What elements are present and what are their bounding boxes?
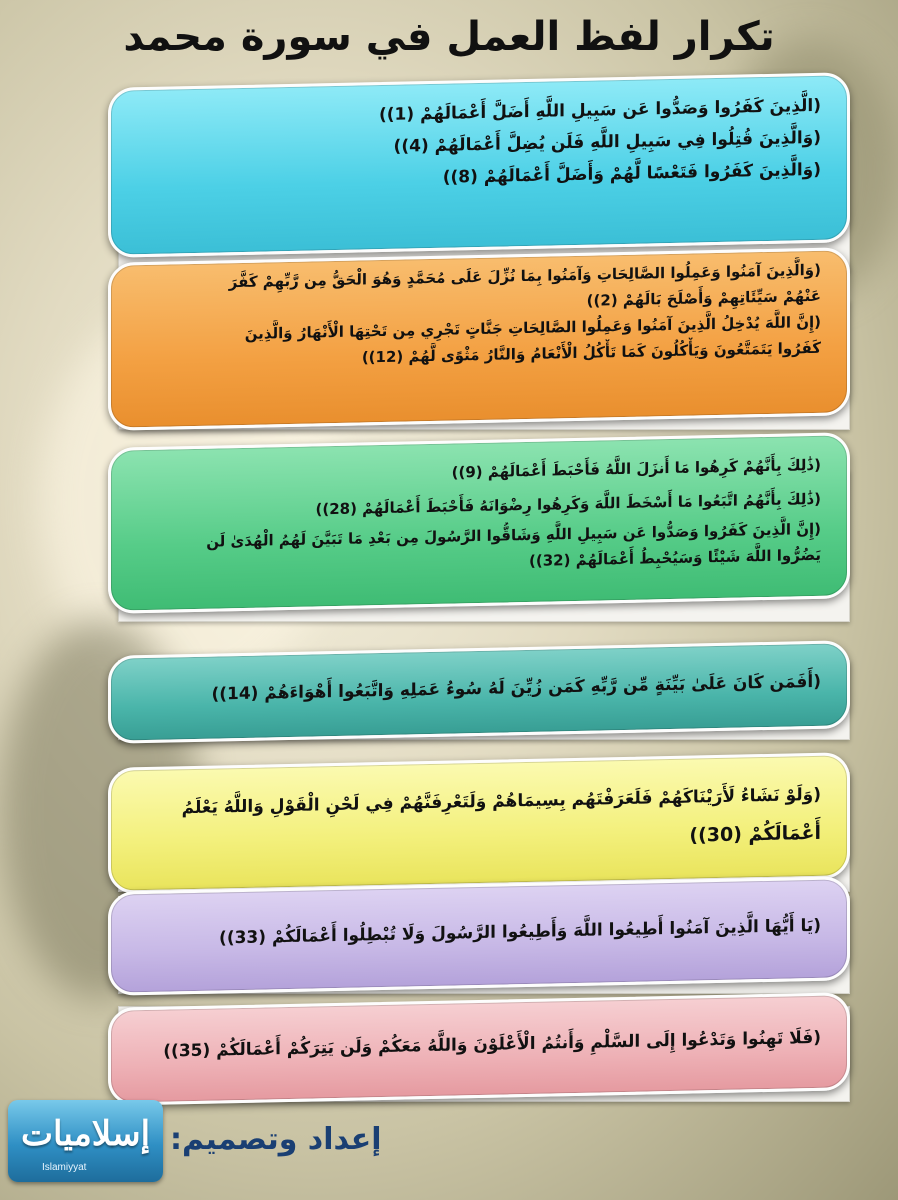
verse-card-body <box>108 640 850 744</box>
logo-arabic-text: إسلاميات <box>20 1114 151 1154</box>
verse-card-body <box>108 876 850 996</box>
verse-line: (الَّذِينَ كَفَرُوا وَصَدُّوا عَن سَبِيلِ اللَّهِ أَضَلَّ أَعْمَالَهُمْ (1)) <box>378 95 821 126</box>
verse-card-body <box>108 752 850 894</box>
verse-line: كَفَرُوا يَتَمَتَّعُونَ وَيَأْكُلُونَ كَمَا تَأْكُلُ الْأَنْعَامُ وَالنَّارُ مَثْوًى لَّهُمْ (12)) <box>361 338 821 367</box>
verse-line: (وَالَّذِينَ قُتِلُوا فِي سَبِيلِ اللَّهِ فَلَن يُضِلَّ أَعْمَالَهُمْ (4)) <box>393 127 821 157</box>
verse-line: (وَلَوْ نَشَاءُ لَأَرَيْنَاكَهُمْ فَلَعَرَفْتَهُم بِسِيمَاهُمْ وَلَتَعْرِفَنَّهُمْ فِي لَحْنِ الْقَوْلِ وَاللَّهُ يَعْلَمُ <box>181 784 821 819</box>
verse-card-body <box>108 247 850 431</box>
verse-line: (ذَٰلِكَ بِأَنَّهُمْ كَرِهُوا مَا أَنزَلَ اللَّهُ فَأَحْبَطَ أَعْمَالَهُمْ (9)) <box>451 455 821 482</box>
verse-line: عَنْهُمْ سَيِّئَاتِهِمْ وَأَصْلَحَ بَالَهُمْ (2)) <box>586 286 821 310</box>
verse-line: يَضُرُّوا اللَّهَ شَيْئًا وَسَيُحْبِطُ أَعْمَالَهُمْ (32)) <box>529 545 821 570</box>
verse-line: (وَالَّذِينَ آمَنُوا وَعَمِلُوا الصَّالِحَاتِ وَآمَنُوا بِمَا نُزِّلَ عَلَى مُحَمَّدٍ وَهُوَ الْحَقُّ مِن رَّبِّهِمْ كَفَّرَ <box>228 260 821 292</box>
page-title: تكرار لفظ العمل في سورة محمد <box>123 14 775 60</box>
verse-line: أَعْمَالَكُمْ (30)) <box>689 821 821 847</box>
verse-line: (إِنَّ الَّذِينَ كَفَرُوا وَصَدُّوا عَن سَبِيلِ اللَّهِ وَشَاقُّوا الرَّسُولَ مِن بَعْدِ مَا تَبَيَّنَ لَهُمُ الْهُدَىٰ لَن <box>206 519 821 551</box>
verse-line: (إِنَّ اللَّهَ يُدْخِلُ الَّذِينَ آمَنُوا وَعَمِلُوا الصَّالِحَاتِ جَنَّاتٍ تَجْرِي مِن تَحْتِهَا الْأَنْهَارُ وَالَّذِينَ <box>244 312 821 343</box>
logo-english-text: Islamiyyat <box>42 1162 87 1173</box>
verse-card-body <box>108 992 850 1106</box>
verse-card-body <box>108 432 850 614</box>
credit-label: إعداد وتصميم: <box>170 1122 382 1157</box>
verse-card-body <box>108 72 850 258</box>
verse-line: (ذَٰلِكَ بِأَنَّهُمُ اتَّبَعُوا مَا أَسْخَطَ اللَّهَ وَكَرِهُوا رِضْوَانَهُ فَأَحْبَطَ أَعْمَالَهُمْ (28)) <box>315 489 821 519</box>
verse-line: (يَا أَيُّهَا الَّذِينَ آمَنُوا أَطِيعُوا اللَّهَ وَأَطِيعُوا الرَّسُولَ وَلَا تُبْطِلُوا أَعْمَالَكُمْ (33)) <box>219 915 821 949</box>
verse-line: (أَفَمَن كَانَ عَلَىٰ بَيِّنَةٍ مِّن رَّبِّهِ كَمَن زُيِّنَ لَهُ سُوءُ عَمَلِهِ وَاتَّبَعُوا أَهْوَاءَهُمْ (14)) <box>211 671 821 705</box>
verse-line: (فَلَا تَهِنُوا وَتَدْعُوا إِلَى السَّلْمِ وَأَنتُمُ الْأَعْلَوْنَ وَاللَّهُ مَعَكُمْ وَلَن يَتِرَكُمْ أَعْمَالَكُمْ (35)) <box>163 1027 821 1062</box>
verse-line: (وَالَّذِينَ كَفَرُوا فَتَعْسًا لَّهُمْ وَأَضَلَّ أَعْمَالَهُمْ (8)) <box>442 159 821 188</box>
islamiyyat-logo <box>8 1100 163 1182</box>
